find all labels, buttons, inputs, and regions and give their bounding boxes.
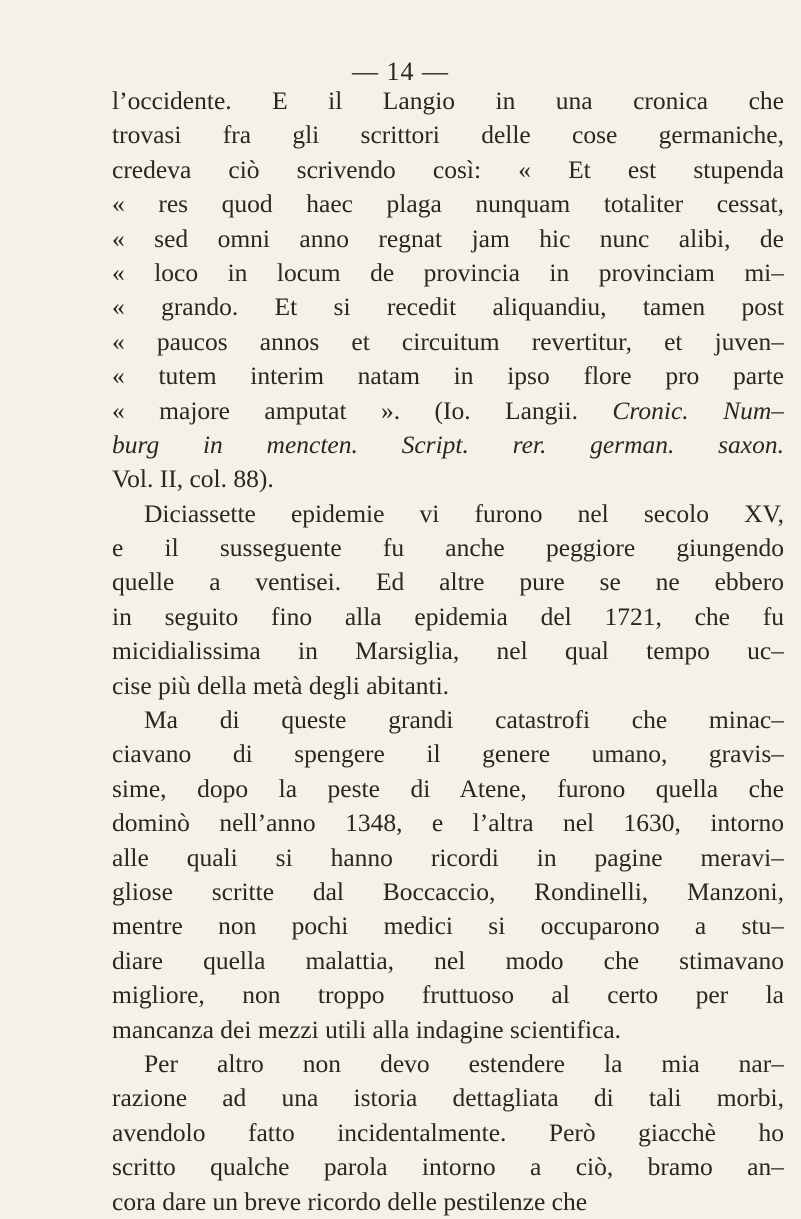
- text-line: « paucos annos et circuitum revertitur, et juven–: [112, 326, 784, 356]
- paragraph-start: Diciassette epidemie vi furono nel secolo XV,: [144, 498, 784, 528]
- text-line: diare quella malattia, nel modo che stimavano: [112, 945, 784, 975]
- body-text: [112, 84, 784, 1219]
- text-line: l’occidente. E il Langio in una cronica che: [112, 86, 784, 115]
- text-line: alle quali si hanno ricordi in pagine meravi–: [112, 842, 784, 872]
- page-number: — 14 —: [352, 57, 449, 86]
- paragraph-start: Ma di queste grandi catastrofi che minac–: [144, 705, 784, 735]
- text-line: mentre non pochi medici si occuparono a stu–: [112, 911, 784, 941]
- text-line: scritto qualche parola intorno a ciò, bramo an–: [112, 1152, 784, 1182]
- text-line: cora dare un breve ricordo delle pestilenze che: [112, 1186, 588, 1216]
- text-line: razione ad una istoria dettagliata di tali morbi,: [112, 1083, 784, 1113]
- text-line: sime, dopo la peste di Atene, furono quella che: [112, 773, 784, 803]
- text-line: migliore, non troppo fruttuoso al certo per la: [112, 980, 784, 1010]
- text-line: credeva ciò scrivendo così: « Et est stupenda: [112, 154, 784, 184]
- text-line: ciavano di spengere il genere umano, gravis–: [112, 739, 784, 769]
- text-line: mancanza dei mezzi utili alla indagine scientifica.: [112, 1014, 622, 1044]
- text-line: cise più della metà degli abitanti.: [112, 670, 450, 700]
- text-line: e il susseguente fu anche peggiore giungendo: [112, 533, 784, 563]
- text-line: « tutem interim natam in ipso flore pro parte: [112, 361, 784, 391]
- citation-title-line: burg in mencten. Script. rer. german. saxon.: [112, 429, 784, 459]
- text-line-plain: « majore amputat ». (Io. Langii.: [112, 395, 578, 425]
- text-line: « grando. Et si recedit aliquandiu, tamen post: [112, 292, 784, 322]
- text-line: quelle a ventisei. Ed altre pure se ne ebbero: [112, 567, 784, 597]
- text-line-with-citation: [112, 394, 784, 428]
- text-line: micidialissima in Marsiglia, nel qual tempo uc–: [112, 636, 784, 666]
- text-line: avendolo fatto incidentalmente. Però giacchè ho: [112, 1117, 784, 1147]
- text-line: dominò nell’anno 1348, e l’altra nel 1630, intorno: [112, 808, 784, 838]
- text-line: Vol. II, col. 88).: [112, 464, 274, 494]
- citation-title: Cronic. Num–: [612, 395, 784, 425]
- text-line: « loco in locum de provincia in provinciam mi–: [112, 257, 784, 287]
- paragraph-start: Per altro non devo estendere la mia nar–: [144, 1048, 784, 1078]
- text-line: « res quod haec plaga nunquam totaliter cessat,: [112, 189, 784, 219]
- text-line: trovasi fra gli scrittori delle cose germaniche,: [112, 120, 784, 150]
- text-line: « sed omni anno regnat jam hic nunc alibi, de: [112, 223, 784, 253]
- text-line: in seguito fino alla epidemia del 1721, che fu: [112, 601, 784, 631]
- text-line: gliose scritte dal Boccaccio, Rondinelli, Manzoni,: [112, 876, 784, 906]
